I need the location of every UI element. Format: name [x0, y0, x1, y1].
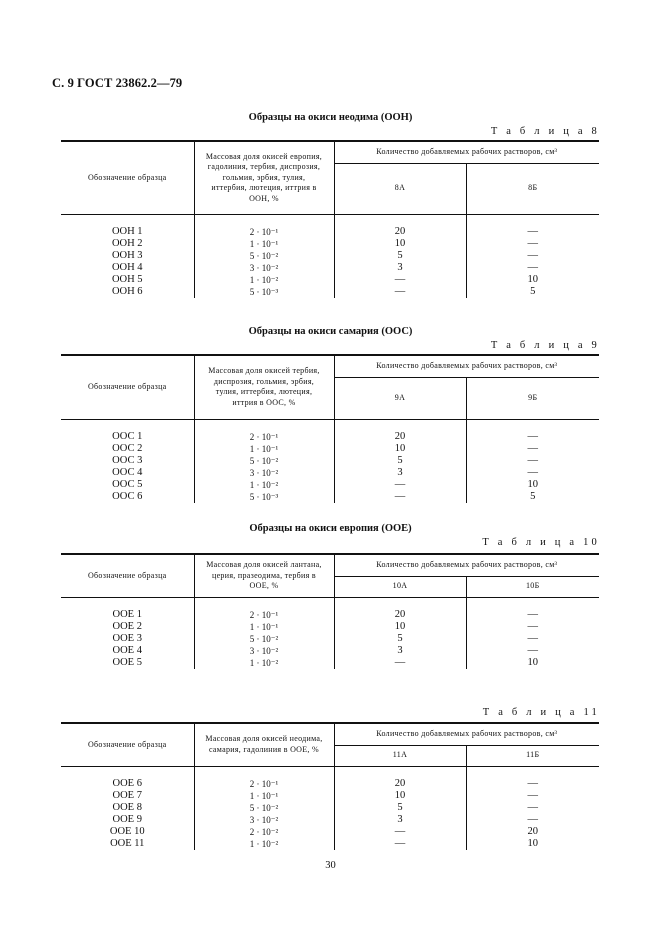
- table-row: [61, 802, 599, 814]
- data-table: [61, 354, 599, 503]
- data-table: [61, 722, 599, 850]
- cell-a: 3: [334, 645, 466, 657]
- cell-name: ООС 1: [112, 430, 143, 442]
- cell-name: ООЕ 7: [112, 789, 142, 801]
- cell-b: 10: [466, 838, 599, 850]
- cell-a: 5: [334, 633, 466, 645]
- cell-name: ООЕ 5: [112, 656, 142, 668]
- table-caption: Образцы на окиси неодима (ООН): [248, 112, 413, 123]
- spacer-cell: [466, 214, 599, 226]
- col-header-quantity: Количество добавляемых рабочих растворов, см³: [334, 355, 599, 377]
- cell-a: —: [334, 826, 466, 838]
- cell-mass: 1 · 10⁻¹: [194, 443, 334, 455]
- cell-name: ООН 1: [111, 225, 143, 237]
- col-header-quantity: Количество добавляемых рабочих растворов, см³: [334, 723, 599, 745]
- cell-a: —: [334, 491, 466, 503]
- table-row: [61, 778, 599, 790]
- cell-name: ООЕ 2: [112, 620, 142, 632]
- col-header-solution-a: 8А: [334, 163, 466, 214]
- page-number: 30: [325, 860, 336, 871]
- col-header-solution-a: 10А: [334, 576, 466, 597]
- cell-mass: 1 · 10⁻¹: [194, 238, 334, 250]
- spacer-cell: [61, 214, 194, 226]
- cell-b: —: [466, 443, 599, 455]
- cell-a: —: [334, 657, 466, 669]
- cell-a: 10: [334, 238, 466, 250]
- spacer-cell: [334, 214, 466, 226]
- cell-name: ООН 4: [111, 261, 143, 273]
- cell-b: —: [466, 250, 599, 262]
- cell-b: —: [466, 238, 599, 250]
- cell-b: —: [466, 814, 599, 826]
- spacer-cell: [61, 419, 194, 431]
- cell-b: 5: [466, 286, 599, 298]
- cell-mass: 3 · 10⁻²: [194, 467, 334, 479]
- cell-mass: 5 · 10⁻³: [194, 491, 334, 503]
- cell-a: 3: [334, 262, 466, 274]
- cell-b: —: [466, 609, 599, 621]
- col-header-solution-b: 8Б: [466, 163, 599, 214]
- table-row: [61, 633, 599, 645]
- cell-name: ООС 6: [112, 490, 143, 502]
- col-header-designation: Обозначение образца: [61, 355, 194, 419]
- col-header-solution-b: 10Б: [466, 576, 599, 597]
- cell-b: —: [466, 645, 599, 657]
- cell-mass: 2 · 10⁻¹: [194, 609, 334, 621]
- cell-a: 20: [334, 226, 466, 238]
- cell-mass: 5 · 10⁻²: [194, 250, 334, 262]
- data-table: [61, 140, 599, 298]
- table-label: Т а б л и ц а 10: [482, 537, 600, 548]
- col-header-quantity: Количество добавляемых рабочих растворов, см³: [334, 554, 599, 576]
- cell-mass: 5 · 10⁻²: [194, 633, 334, 645]
- cell-b: 10: [466, 274, 599, 286]
- table-row: [61, 226, 599, 238]
- cell-b: —: [466, 802, 599, 814]
- cell-a: —: [334, 838, 466, 850]
- table-row: [61, 250, 599, 262]
- cell-name: ООЕ 10: [109, 825, 145, 837]
- cell-b: —: [466, 455, 599, 467]
- cell-mass: 3 · 10⁻²: [194, 262, 334, 274]
- cell-a: 3: [334, 467, 466, 479]
- table-row: [61, 431, 599, 443]
- cell-mass: 5 · 10⁻²: [194, 455, 334, 467]
- col-header-designation: Обозначение образца: [61, 723, 194, 766]
- table-label: Т а б л и ц а 9: [490, 340, 600, 351]
- table-row: [61, 491, 599, 503]
- spacer-cell: [334, 597, 466, 609]
- table-row: [61, 621, 599, 633]
- cell-a: 20: [334, 609, 466, 621]
- cell-b: —: [466, 790, 599, 802]
- cell-b: —: [466, 778, 599, 790]
- table-row: [61, 467, 599, 479]
- col-header-mass-fraction: Массовая доля окисей тербия, диспрозия, гольмия, эрбия, тулия, иттербия, лютеция, иттрия в ООС, %: [194, 355, 334, 419]
- table-row: [61, 814, 599, 826]
- cell-a: 10: [334, 443, 466, 455]
- cell-a: 10: [334, 621, 466, 633]
- cell-a: 5: [334, 455, 466, 467]
- table-row: [61, 455, 599, 467]
- table-label: Т а б л и ц а 11: [482, 707, 600, 718]
- cell-mass: 1 · 10⁻²: [194, 838, 334, 850]
- table-caption: Образцы на окиси европия (ООЕ): [249, 523, 412, 534]
- cell-name: ООС 4: [112, 466, 143, 478]
- cell-mass: 1 · 10⁻¹: [194, 621, 334, 633]
- cell-a: 20: [334, 431, 466, 443]
- col-header-solution-a: 11А: [334, 745, 466, 766]
- spacer-cell: [194, 214, 334, 226]
- cell-mass: 1 · 10⁻²: [194, 479, 334, 491]
- cell-name: ООН 5: [111, 273, 143, 285]
- cell-a: 5: [334, 250, 466, 262]
- table-caption: Образцы на окиси самария (ООС): [248, 326, 413, 337]
- cell-name: ООС 2: [112, 442, 143, 454]
- spacer-cell: [466, 766, 599, 778]
- spacer-cell: [334, 766, 466, 778]
- col-header-designation: Обозначение образца: [61, 554, 194, 597]
- cell-name: ООС 5: [112, 478, 143, 490]
- cell-name: ООЕ 9: [112, 813, 142, 825]
- cell-mass: 2 · 10⁻²: [194, 826, 334, 838]
- cell-b: 20: [466, 826, 599, 838]
- cell-name: ООН 2: [111, 237, 143, 249]
- cell-b: —: [466, 467, 599, 479]
- table-row: [61, 443, 599, 455]
- table-row: [61, 262, 599, 274]
- cell-mass: 1 · 10⁻¹: [194, 790, 334, 802]
- cell-name: ООЕ 8: [112, 801, 142, 813]
- cell-a: —: [334, 479, 466, 491]
- table-row: [61, 286, 599, 298]
- cell-name: ООЕ 6: [112, 777, 142, 789]
- cell-a: 10: [334, 790, 466, 802]
- cell-a: —: [334, 286, 466, 298]
- spacer-cell: [466, 597, 599, 609]
- page-header: С. 9 ГОСТ 23862.2—79: [52, 76, 183, 90]
- cell-a: 3: [334, 814, 466, 826]
- cell-name: ООЕ 3: [112, 632, 142, 644]
- cell-mass: 3 · 10⁻²: [194, 645, 334, 657]
- table-row: [61, 609, 599, 621]
- cell-name: ООН 3: [111, 249, 143, 261]
- spacer-cell: [194, 419, 334, 431]
- col-header-mass-fraction: Массовая доля окисей европия, гадолиния, тербия, диспрозия, гольмия, эрбия, тулия, иттербия, лютеция, иттрия в ООН, %: [194, 141, 334, 214]
- cell-b: —: [466, 226, 599, 238]
- cell-b: —: [466, 431, 599, 443]
- cell-mass: 5 · 10⁻²: [194, 802, 334, 814]
- table-row: [61, 645, 599, 657]
- cell-b: 5: [466, 491, 599, 503]
- col-header-designation: Обозначение образца: [61, 141, 194, 214]
- table-row: [61, 790, 599, 802]
- spacer-cell: [61, 597, 194, 609]
- cell-name: ООЕ 11: [110, 837, 145, 849]
- cell-b: 10: [466, 657, 599, 669]
- col-header-quantity: Количество добавляемых рабочих растворов, см³: [334, 141, 599, 163]
- spacer-cell: [194, 597, 334, 609]
- table-label: Т а б л и ц а 8: [490, 126, 600, 137]
- cell-mass: 1 · 10⁻²: [194, 274, 334, 286]
- cell-mass: 5 · 10⁻³: [194, 286, 334, 298]
- col-header-solution-a: 9А: [334, 377, 466, 419]
- spacer-cell: [61, 766, 194, 778]
- spacer-cell: [466, 419, 599, 431]
- table-row: [61, 657, 599, 669]
- cell-name: ООЕ 4: [112, 644, 142, 656]
- cell-name: ООЕ 1: [112, 608, 142, 620]
- cell-mass: 2 · 10⁻¹: [194, 226, 334, 238]
- spacer-cell: [334, 419, 466, 431]
- cell-b: 10: [466, 479, 599, 491]
- cell-mass: 2 · 10⁻¹: [194, 431, 334, 443]
- cell-b: —: [466, 262, 599, 274]
- cell-name: ООС 3: [112, 454, 143, 466]
- col-header-solution-b: 9Б: [466, 377, 599, 419]
- table-row: [61, 826, 599, 838]
- col-header-mass-fraction: Массовая доля окисей лантана, церия, празеодима, тербия в ООЕ, %: [194, 554, 334, 597]
- table-row: [61, 838, 599, 850]
- cell-b: —: [466, 621, 599, 633]
- data-table: [61, 553, 599, 669]
- table-row: [61, 274, 599, 286]
- cell-mass: 1 · 10⁻²: [194, 657, 334, 669]
- table-row: [61, 238, 599, 250]
- cell-b: —: [466, 633, 599, 645]
- cell-name: ООН 6: [111, 285, 143, 297]
- cell-mass: 3 · 10⁻²: [194, 814, 334, 826]
- cell-a: 20: [334, 778, 466, 790]
- cell-a: 5: [334, 802, 466, 814]
- spacer-cell: [194, 766, 334, 778]
- cell-a: —: [334, 274, 466, 286]
- col-header-solution-b: 11Б: [466, 745, 599, 766]
- cell-mass: 2 · 10⁻¹: [194, 778, 334, 790]
- table-row: [61, 479, 599, 491]
- col-header-mass-fraction: Массовая доля окисей неодима, самария, гадолиния в ООЕ, %: [194, 723, 334, 766]
